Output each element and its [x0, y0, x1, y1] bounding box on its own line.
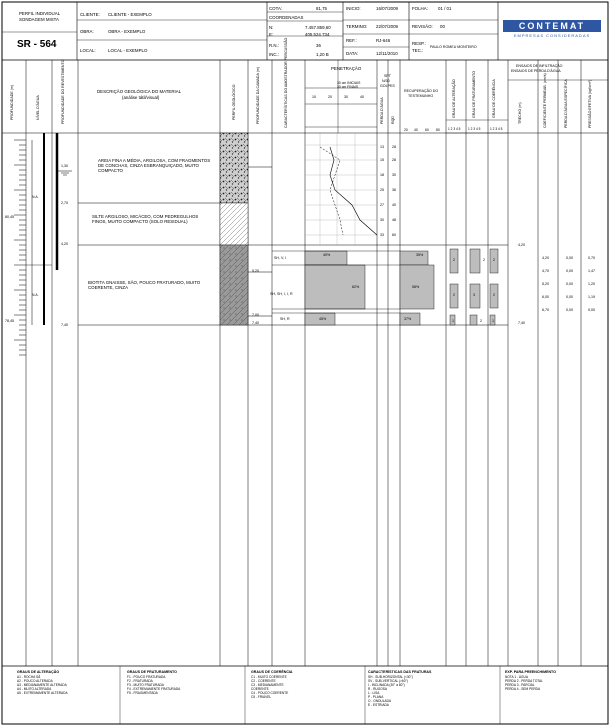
ensaio-trecho-5: 6,70	[542, 308, 549, 312]
footer-item: L - LISA	[368, 691, 380, 695]
spt-a-4: 25	[380, 188, 384, 192]
ensaio-perda-3: 1,20	[588, 282, 595, 286]
spt-a-2: 15	[380, 158, 384, 162]
ensaio-title-2: ENSAIOS DE PERDA D'ÁGUA	[511, 69, 561, 73]
rock-run-3-pct: 45%	[319, 317, 327, 321]
footer-item: SV - SUB-VERTICAL (>60°)	[368, 679, 408, 683]
ref2-label: REF.:	[346, 38, 357, 43]
grade-alt-2: 2	[453, 293, 455, 297]
col-profundidade: PROFUNDIDADE (m)	[10, 84, 14, 120]
ensaio-coef-3: 0,00	[566, 282, 573, 286]
termino-label: TERMINO:	[346, 24, 368, 29]
folha-value: 01 / 01	[438, 6, 452, 11]
ensaio-trecho-1: 4,20	[542, 256, 549, 260]
ensaio-coef-5: 0,00	[566, 308, 573, 312]
footer-item: F2 - FRATURADA	[127, 679, 153, 683]
grade-frat-3: 2	[480, 319, 482, 323]
e-label: E:	[269, 32, 274, 37]
spt-a-6: 30	[380, 218, 384, 222]
footer-legend-coerencia	[251, 670, 361, 699]
footer-title: EXP. PARA PREENCHIMENTO	[505, 670, 556, 674]
profile-title-1: PERFIL INDIVIDUAL	[19, 11, 61, 16]
footer-item: F4 - EXTREMAMENTE FRATURADA	[127, 687, 181, 691]
na-label-2: N.A.	[32, 293, 39, 297]
footer-title: GRAUS DE ALTERAÇÃO	[17, 670, 60, 674]
spt-title-3: GOLPES	[380, 84, 395, 88]
col-nivel-dagua: NÍVEL D'ÁGUA	[36, 95, 40, 120]
spt-title-1: SPT	[384, 74, 391, 78]
revisao-value: 00	[440, 24, 445, 29]
ensaio-trecho-3: 5,20	[542, 282, 549, 286]
obra-value: OBRA - EXEMPLO	[108, 29, 146, 34]
na-label-1: N.A.	[32, 195, 39, 199]
ensaio-perda-1: 0,70	[588, 256, 595, 260]
company-logo: CONTEMAT	[503, 20, 601, 32]
coordenadas-label: COORDENADAS	[269, 15, 304, 20]
depth-mark-5: 7,00	[252, 313, 259, 317]
cota-label: COTA:	[269, 6, 283, 11]
n-label: N:	[269, 25, 274, 30]
col-descricao-sub: (análise tátil/visual)	[122, 95, 160, 100]
footer-item: I - INCLINADA (30° a 60°)	[368, 683, 405, 687]
footer-title: GRAUS DE FRATURAMENTO	[127, 670, 177, 674]
ensaio-mark-bottom: 7,40	[518, 321, 525, 325]
spt-axis-20: 20	[328, 95, 332, 99]
footer-item: F3 - MUITO FRATURADA	[127, 683, 164, 687]
footer-item: PERDA 3 - PARCIAL	[505, 683, 535, 687]
ensaio-trecho-4: 6,00	[542, 295, 549, 299]
col-perfil: PERFIL GEOLÓGICO	[232, 84, 236, 120]
col-pressao: PRESSÃO EFETIVA (kgf/cm²)	[588, 79, 592, 128]
cota-value: 81,75	[316, 6, 327, 11]
footer-legend-preenchimento	[505, 670, 605, 691]
footer-item: PERDA 4 - SEM PERDA	[505, 687, 541, 691]
cliente-value: CLIENTE - EXEMPLO	[108, 12, 152, 17]
footer-item: C4 - POUCO COERENTE	[251, 691, 289, 695]
footer-item: SH - SUB-HORIZONTAL (<30°)	[368, 675, 413, 679]
footer-item: C5 - FRIÁVEL	[251, 695, 272, 699]
recuperacao-2: TESTEMUNHO	[408, 94, 434, 98]
grade-alt-3: 1	[452, 319, 454, 323]
footer-item: A3 - MEDIANAMENTE ALTERADA	[17, 683, 67, 687]
inclinacao-label: INC.:	[269, 52, 280, 57]
footer-item: C2 - COERENTE	[251, 679, 276, 683]
spt-a-7: 33	[380, 233, 384, 237]
profile-title-2: SONDAGEM MISTA	[19, 17, 59, 22]
footer-item: C3 - MEDIANAMENTE	[251, 683, 284, 687]
footer-item: E - ESTRIADA	[368, 703, 389, 707]
inicio-value: 16/07/2009	[376, 6, 398, 11]
col-coef: COEFICIENTE PERMEAB. (cm/s)	[543, 73, 547, 128]
rock-run-1-pct: 40%	[323, 253, 331, 257]
footer-legend-alteracao	[17, 670, 117, 695]
footer-title: GRAUS DE COERÊNCIA	[251, 670, 293, 674]
col-revestimento: PROFUNDIDADE DO REVESTIMENTO	[61, 59, 65, 124]
inicio-label: INICIO:	[346, 6, 361, 11]
spt-b-5: 40	[392, 203, 396, 207]
recup-axis-20: 20	[404, 128, 408, 132]
spt-b-6: 48	[392, 218, 396, 222]
folha-label: FOLHA:	[412, 6, 428, 11]
col-amostrador: CARACTERÍSTICAS DO AMOSTRADOR PERCUSSÃO	[284, 37, 288, 128]
grade-coer-3: 1	[492, 319, 494, 323]
rock-run-1-rec: 35%	[416, 253, 424, 257]
recup-axis-40: 40	[414, 128, 418, 132]
ensaio-perda-2: 1,47	[588, 269, 595, 273]
footer-title: CARACTERÍSTICAS DAS FRATURAS	[368, 670, 432, 674]
data-label: DATA:	[346, 51, 359, 56]
cliente-label: CLIENTE:	[80, 12, 100, 17]
col-rqd: RQD	[391, 116, 395, 124]
description-3: BIOTITA GNAISSE, SÃO, POUCO FRATURADO, MUITO COERENTE, CINZA	[88, 280, 201, 290]
ref-value: 36	[316, 43, 321, 48]
ensaio-title-1: ENSAIOS DE INFILTRAÇÃO	[516, 64, 563, 68]
scale-coer: 1 2 3 4 5	[490, 127, 503, 131]
scale-frat: 1 2 3 4 5	[468, 127, 481, 131]
depth-mark-7: 7,40	[252, 321, 259, 325]
depth-mark-3: 4,20	[61, 242, 68, 246]
spt-legend-initial: 30 cm INICIAIS	[337, 81, 361, 85]
rock-run-2-rec: 58%	[412, 285, 420, 289]
spt-b-7: 60	[392, 233, 396, 237]
obra-label: OBRA:	[80, 29, 94, 34]
data-value: 12/11/2010	[376, 51, 398, 56]
grade-coer-1: 2	[493, 258, 495, 262]
footer-item: COERENTE	[251, 687, 269, 691]
footer-item: A5 - EXTREMAMENTE ALTERADA	[17, 691, 68, 695]
footer-legend-fraturamento	[127, 670, 242, 695]
spt-b-3: 30	[392, 173, 396, 177]
spt-a-3: 18	[380, 173, 384, 177]
spt-legend-final: 30 cm FINAIS	[337, 85, 359, 89]
company-sub: EMPRESAS CONSIDERADAS	[513, 33, 591, 38]
footer-item: R - RUGOSA	[368, 687, 387, 691]
spt-title-2: N/30	[382, 79, 390, 83]
ref2-value: RJ-646	[376, 38, 391, 43]
description-2: SILTE ARGILOSO, MICÁCEO, COM PEDREGULHOS FINOS, MUITO COMPACTO (SOLO RESIDUAL)	[92, 214, 199, 224]
spt-a-5: 27	[380, 203, 384, 207]
ensaio-mark-top: 4,20	[518, 243, 525, 247]
depth-mark-6: 7,40	[61, 323, 68, 327]
ensaio-coef-2: 0,00	[566, 269, 573, 273]
col-prof-camada: PROFUNDIDADE DA CAMADA (m)	[256, 66, 260, 124]
ref-label: R.N.:	[269, 43, 280, 48]
spt-b-1: 28	[392, 145, 396, 149]
footer-item: P - PLANA	[368, 695, 384, 699]
ensaio-perda-5: 0,00	[588, 308, 595, 312]
spt-axis-40: 40	[360, 95, 364, 99]
footer-item: A4 - MUITO ALTERADA	[17, 687, 52, 691]
rock-run-1-tipo: SH, V, I	[274, 256, 287, 260]
recuperacao-1: RECUPERAÇÃO DO	[404, 89, 439, 93]
ensaio-perda-4: 1,19	[588, 295, 595, 299]
footer-item: F1 - POUCO FRATURADA	[127, 675, 166, 679]
col-grau-alteracao: GRAU DE ALTERAÇÃO	[452, 79, 456, 118]
col-grau-fraturamento: GRAU DE FRATURAMENTO	[472, 71, 476, 118]
rock-run-3-tipo: SH, R	[280, 317, 290, 321]
na-cota-1: 80,45	[5, 215, 14, 219]
footer-item: A1 - ROCHA SÃ	[17, 675, 41, 679]
spt-axis-10: 10	[312, 95, 316, 99]
n-value: 7.457.859,60	[305, 25, 331, 30]
e-value: 405.524.734	[305, 32, 330, 37]
resp-value: PAULO ROMEU MONTEIRO	[430, 45, 477, 49]
spt-a-1: 13	[380, 145, 384, 149]
grade-frat-2: 3	[473, 293, 475, 297]
local-value: LOCAL - EXEMPLO	[108, 48, 148, 53]
grade-coer-2: 2	[493, 293, 495, 297]
grade-alt-1: 2	[453, 258, 455, 262]
footer-legend-fraturas	[368, 670, 496, 707]
col-trecho: TRECHO (m)	[518, 102, 522, 124]
na-cota-2: 78,45	[5, 319, 14, 323]
ensaio-trecho-2: 4,70	[542, 269, 549, 273]
inclinacao-value: 1,20 B	[316, 52, 329, 57]
footer-item: PERDA 2 - PERDA TOTAL	[505, 679, 543, 683]
scale-alt: 1 2 3 4 5	[448, 127, 461, 131]
col-grau-coerencia: GRAU DE COERÊNCIA	[492, 79, 496, 118]
col-descricao-title: DESCRIÇÃO GEOLÓGICA DO MATERIAL	[97, 89, 182, 94]
grade-frat-1: 2	[483, 258, 485, 262]
termino-value: 22/07/2009	[376, 24, 398, 29]
footer-item: F5 - FRAGMENTADA	[127, 691, 158, 695]
spt-legend-title: PENETRAÇÃO	[331, 66, 362, 71]
col-perda-agua: PERDA D'ÁGUA	[380, 97, 384, 124]
ensaio-coef-1: 0,00	[566, 256, 573, 260]
rock-run-3-rec: 37%	[404, 317, 412, 321]
col-perda-esp: PERDA D'ÁGUA ESPECÍFICA	[564, 79, 568, 128]
revisao-label: REVISÃO:	[412, 24, 433, 29]
local-label: LOCAL:	[80, 48, 96, 53]
spt-axis-30: 30	[344, 95, 348, 99]
ensaio-coef-4: 0,00	[566, 295, 573, 299]
footer-item: NOTA 1 - ÁGUA	[505, 675, 528, 679]
spt-b-2: 28	[392, 158, 396, 162]
footer-item: C1 - MUITO COERENTE	[251, 675, 287, 679]
depth-mark-4: 5,20	[252, 269, 259, 273]
depth-mark-2: 2,70	[61, 201, 68, 205]
spt-b-4: 36	[392, 188, 396, 192]
footer-item: A2 - POUCO ALTERADA	[17, 679, 53, 683]
depth-mark-1: 1,30	[61, 164, 68, 168]
resp-label: RESP.:	[412, 41, 426, 46]
sr-number: SR - 564	[17, 39, 57, 50]
tec-label: TEC.:	[412, 48, 424, 53]
recup-axis-80: 80	[436, 128, 440, 132]
recup-axis-60: 60	[425, 128, 429, 132]
rock-run-2-pct: 82%	[352, 285, 360, 289]
footer-item: O - ONDULADA	[368, 699, 392, 703]
rock-run-2-tipo: SH, SH, I, I, R	[270, 292, 293, 296]
description-1: AREIA FINA A MÉDIA, ARGILOSA, COM FRAGMENTOS DE CONCHAS, CINZA ESBRANQUIÇADO, MUITO COMPACTO	[98, 158, 211, 173]
